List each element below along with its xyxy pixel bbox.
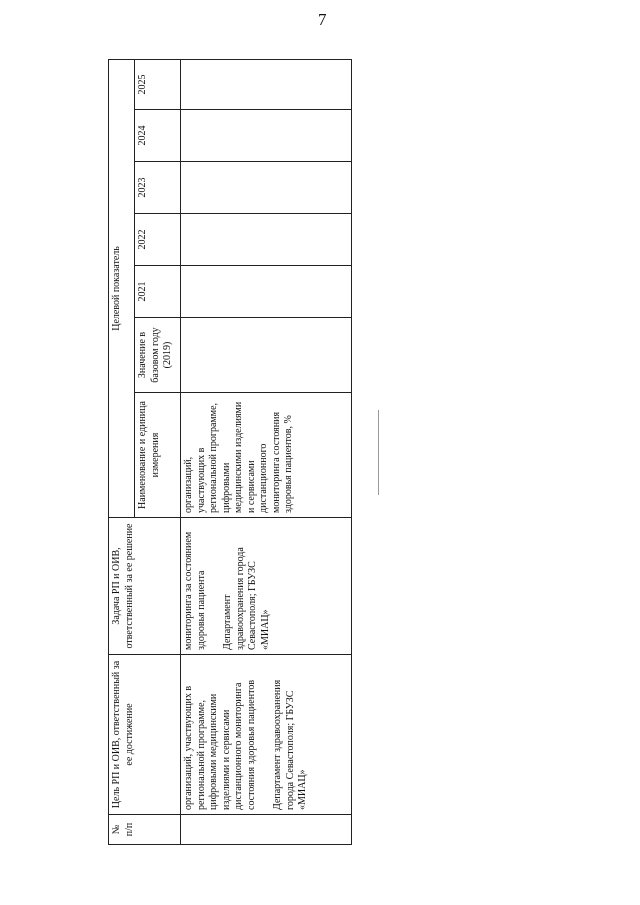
- row-year-2022-cell: [181, 214, 352, 266]
- task-responsible: Департамент здравоохранения города Севастополя; ГБУЗС «МИАЦ»: [222, 547, 271, 650]
- col-base-value-header: Значение в базовом году (2019): [135, 318, 181, 393]
- col-year-2023-header: 2023: [135, 162, 181, 214]
- col-year-2021-header: 2021: [135, 266, 181, 318]
- col-task-header: Задача РП и ОИВ, ответственный за ее решение: [109, 518, 181, 655]
- col-year-2022-header: 2022: [135, 214, 181, 266]
- goal-responsible: Департамент здравоохранения города Севастополя; ГБУЗС «МИАЦ»: [272, 679, 308, 810]
- row-base-value-cell: [181, 318, 352, 393]
- goal-text: организаций, участвующих в региональной программе, цифровыми медицинскими изделиями и сервисами дистанционного мониторинга состояния здоровья пациентов: [183, 679, 257, 810]
- row-year-2023-cell: [181, 162, 352, 214]
- col-num-header: № п/п: [109, 815, 181, 845]
- col-goal-header: Цель РП и ОИВ, ответственный за ее достижение: [109, 655, 181, 815]
- header-row-1: [109, 59, 135, 844]
- table-row: [181, 59, 352, 844]
- col-year-2025-header: 2025: [135, 59, 181, 109]
- row-year-2021-cell: [181, 266, 352, 318]
- task-text: мониторинга за состоянием здоровья пациента: [183, 531, 207, 650]
- target-indicators-table: [108, 59, 352, 845]
- page-number: 7: [318, 10, 327, 29]
- row-goal-cell: [181, 655, 352, 815]
- row-year-2024-cell: [181, 110, 352, 162]
- col-target-group-header: Целевой показатель: [109, 59, 135, 517]
- row-num-cell: [181, 815, 352, 845]
- divider-line: [378, 410, 379, 495]
- col-year-2024-header: 2024: [135, 110, 181, 162]
- row-indicator-name-cell: организаций, участвующих в региональной программе, цифровыми медицинскими изделиями и сервисами дистанционного мониторинга состояния здоровья пациентов, %: [181, 393, 352, 518]
- row-year-2025-cell: [181, 59, 352, 109]
- row-task-cell: [181, 518, 352, 655]
- rotated-table-container: [108, 60, 351, 845]
- col-indicator-name-header: Наименование и единица измерения: [135, 393, 181, 518]
